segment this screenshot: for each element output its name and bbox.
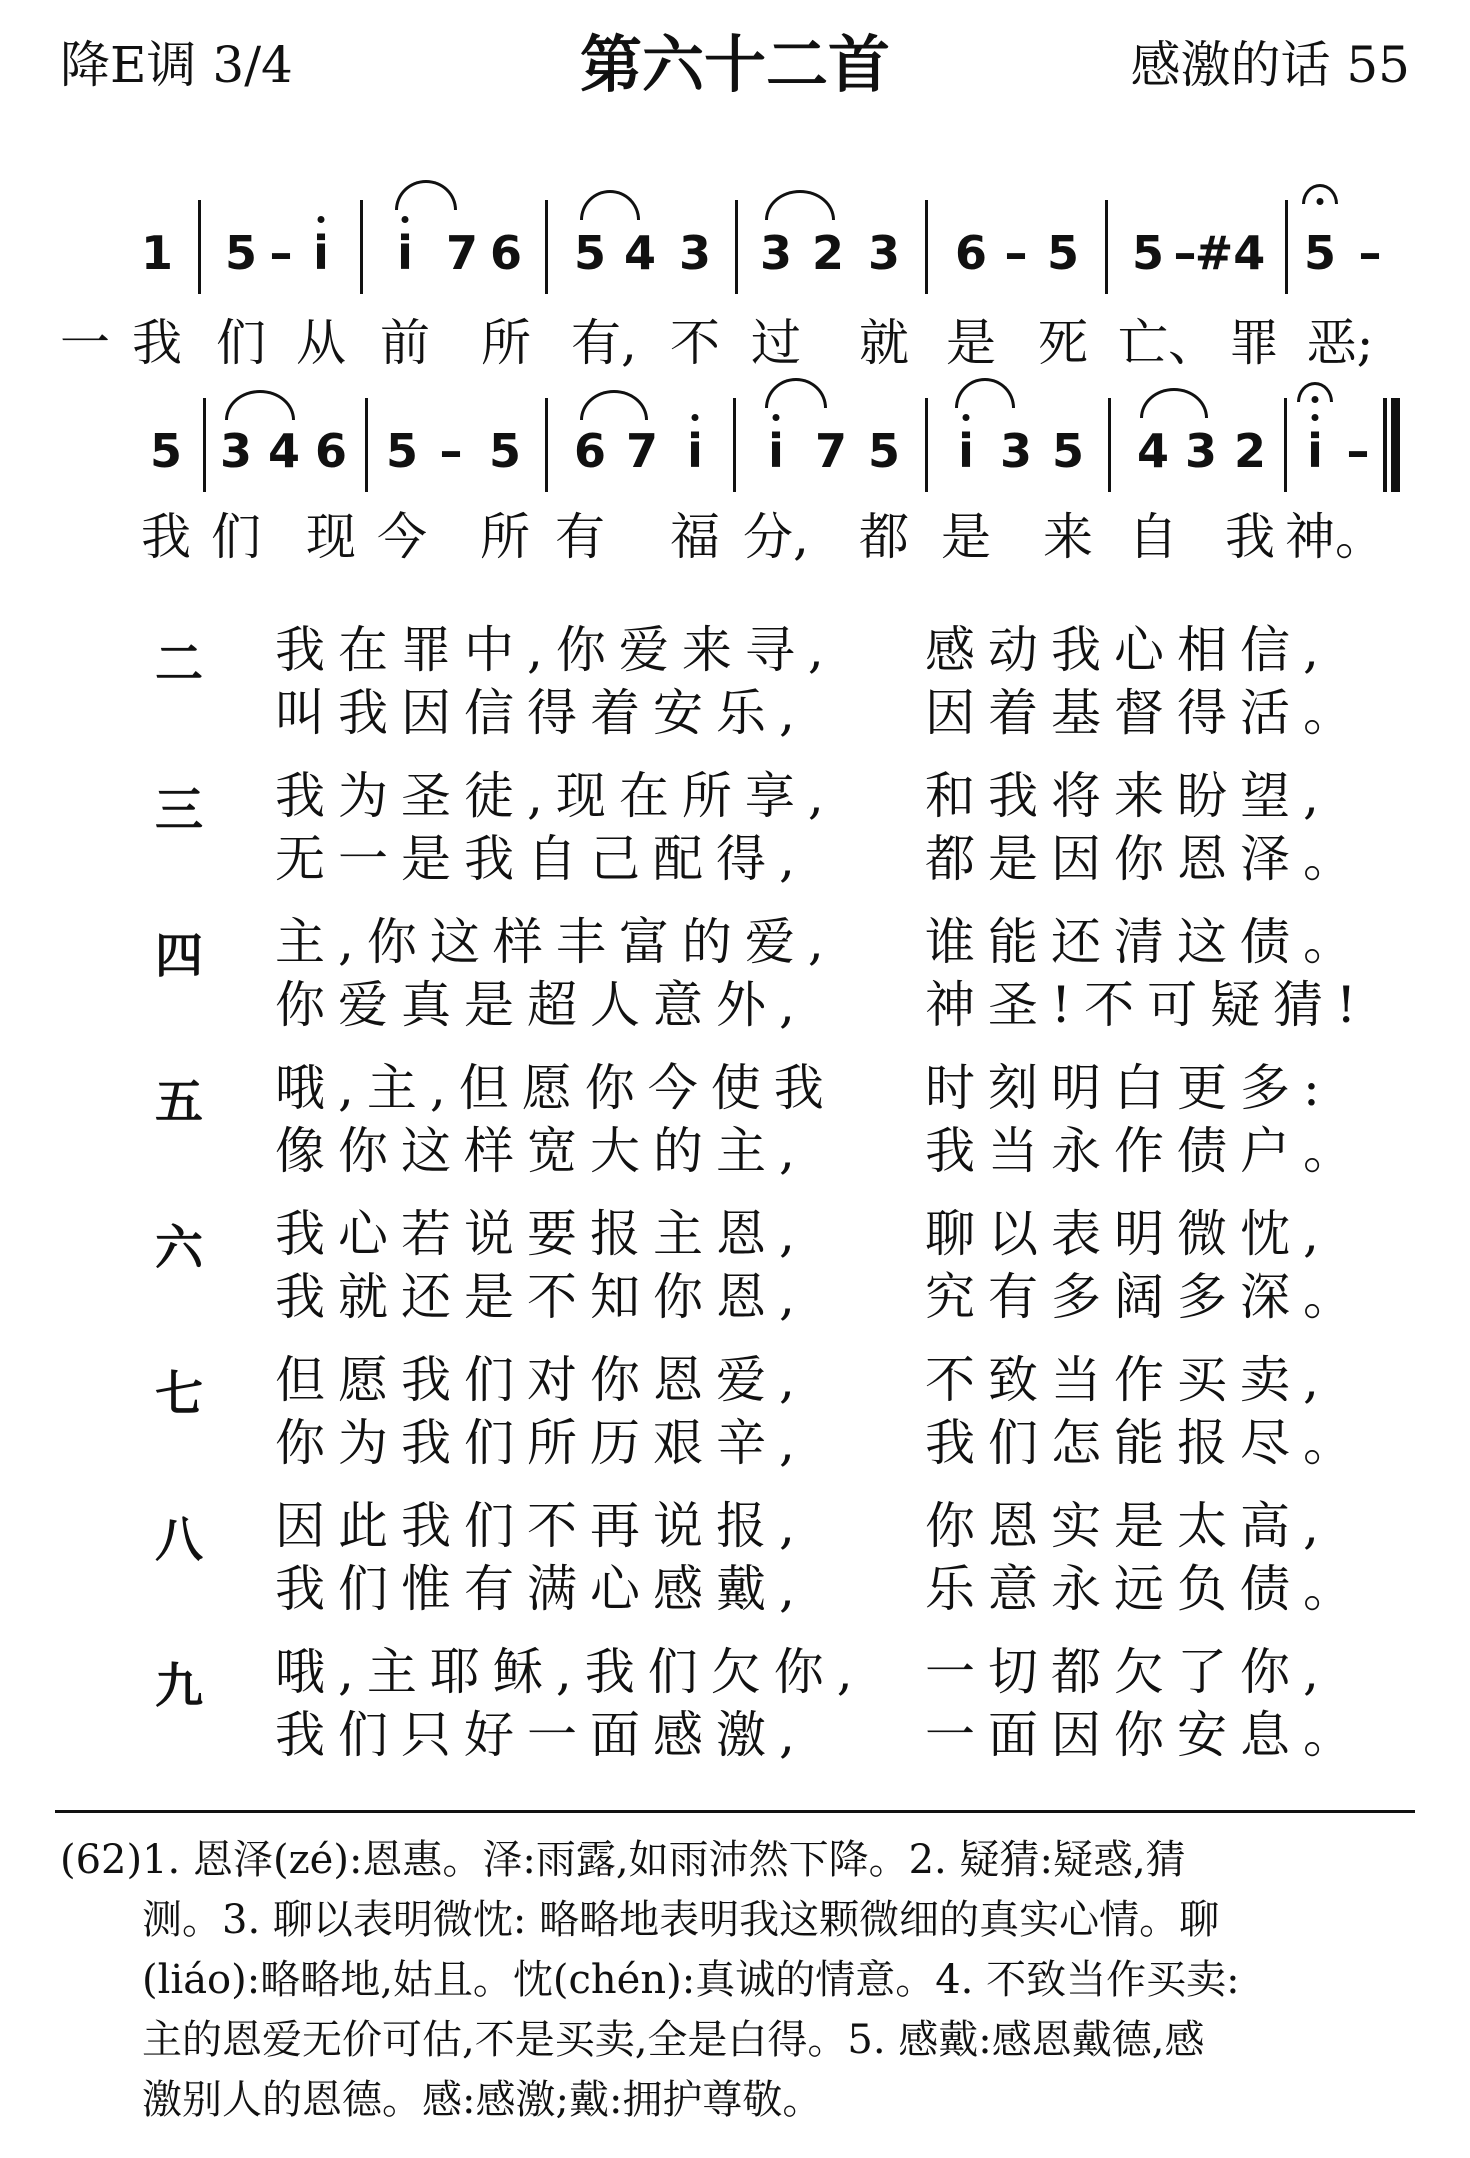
note: 7	[625, 424, 659, 478]
verse-line: 一面因你安息。	[925, 1706, 1366, 1764]
note: 2	[1233, 424, 1267, 478]
note: 5	[573, 226, 607, 280]
verse-line: 因此我们不再说报,	[275, 1497, 808, 1555]
slur	[580, 190, 640, 220]
verse-line: 我们惟有满心感戴,	[275, 1560, 808, 1618]
verse-line: 像你这样宽大的主,	[275, 1122, 808, 1180]
note: i	[313, 226, 329, 280]
verse-9	[0, 1643, 1470, 1777]
octave-dot	[773, 414, 780, 421]
note: 4	[1136, 424, 1170, 478]
lyric-char: 不	[670, 314, 720, 372]
slur	[395, 180, 457, 210]
note: i	[958, 424, 974, 478]
verse-line: 哦,主,但愿你今使我	[275, 1059, 837, 1117]
verse-line: 我就还是不知你恩,	[275, 1268, 808, 1326]
verse-4	[0, 913, 1470, 1047]
note: 5	[1131, 226, 1165, 280]
verse-line: 因着基督得活。	[925, 684, 1366, 742]
bar-line	[203, 398, 206, 492]
note: 5	[1051, 424, 1085, 478]
footnote-line: 主的恩爱无价可估,不是买卖,全是白得。5. 感戴:感恩戴德,感	[142, 2017, 1205, 2063]
fermata-dot	[1312, 396, 1319, 403]
lyric-char: 所	[481, 314, 531, 372]
note: 4	[623, 226, 657, 280]
verse-number: 五	[155, 1074, 204, 1130]
lyric-char: 所	[480, 508, 530, 566]
lyric-char: 福	[670, 508, 720, 566]
lyric-char: 今	[377, 508, 427, 566]
note: 3	[1184, 424, 1218, 478]
score-line-2	[0, 378, 1470, 488]
footnote-line: 激别人的恩德。感:感激;戴:拥护尊敬。	[142, 2077, 823, 2123]
verse-line: 聊以表明微忱,	[925, 1205, 1332, 1263]
lyric-char: 从	[296, 314, 346, 372]
lyric-char: 自	[1128, 508, 1178, 566]
verse-number: 六	[155, 1220, 204, 1276]
octave-dot	[1312, 414, 1319, 421]
lyric-char: 们	[211, 508, 261, 566]
verse-number: 九	[155, 1658, 204, 1714]
bar-line	[1285, 200, 1288, 294]
note: 1	[140, 226, 174, 280]
note: –	[439, 424, 463, 478]
verse-line: 感动我心相信,	[925, 621, 1332, 679]
verse-7	[0, 1351, 1470, 1485]
verse-line: 都是因你恩泽。	[925, 830, 1366, 888]
note: –	[1004, 226, 1028, 280]
verse-line: 神圣!不可疑猜!	[925, 976, 1370, 1034]
footnotes	[60, 1830, 1420, 2130]
score-line-1	[0, 180, 1470, 290]
note: –	[1173, 226, 1197, 280]
lyric-char: 有,	[571, 314, 637, 372]
verse-line: 我们怎能报尽。	[925, 1414, 1366, 1472]
note: 3	[678, 226, 712, 280]
lyric-char: 恶;	[1306, 314, 1374, 372]
bar-line	[735, 200, 738, 294]
verse-number: 四	[155, 928, 204, 984]
verse-line: 我心若说要报主恩,	[275, 1205, 808, 1263]
verse-number: 二	[155, 636, 204, 692]
lyric-char: 我	[1225, 508, 1275, 566]
lyric-char: 神。	[1285, 508, 1385, 566]
note: 5	[385, 424, 419, 478]
verse-line: 我当永作债户。	[925, 1122, 1366, 1180]
note: i	[1307, 424, 1323, 478]
note: 5	[1303, 226, 1337, 280]
bar-line	[925, 398, 928, 492]
verse-line: 和我将来盼望,	[925, 767, 1332, 825]
lyrics-line-1	[0, 314, 1470, 378]
lyric-char: 亡、	[1118, 314, 1218, 372]
bar-line	[365, 398, 368, 492]
note: 5	[488, 424, 522, 478]
note: 7	[814, 424, 848, 478]
final-bar-thin	[1383, 398, 1387, 492]
slur	[225, 390, 295, 420]
octave-dot	[692, 414, 699, 421]
slur	[765, 190, 835, 220]
verse-line: 叫我因信得着安乐,	[275, 684, 808, 742]
lyric-verse-number: 一	[60, 314, 110, 372]
verse-line: 我为圣徒,现在所享,	[275, 767, 837, 825]
octave-dot	[402, 216, 409, 223]
bar-line	[925, 200, 928, 294]
note: #4	[1194, 226, 1266, 280]
footnote-divider	[55, 1810, 1415, 1813]
bar-line	[360, 200, 363, 294]
lyric-char: 前	[380, 314, 430, 372]
verse-number: 七	[155, 1366, 204, 1422]
note: 3	[999, 424, 1033, 478]
note: 3	[219, 424, 253, 478]
verse-line: 究有多阔多深。	[925, 1268, 1366, 1326]
note: 6	[573, 424, 607, 478]
verse-8	[0, 1497, 1470, 1631]
note: i	[687, 424, 703, 478]
lyric-char: 我	[132, 314, 182, 372]
note: i	[397, 226, 413, 280]
verse-number: 八	[155, 1512, 204, 1568]
bar-line	[198, 200, 201, 294]
verse-2	[0, 621, 1470, 755]
note: 5	[224, 226, 258, 280]
verse-line: 你恩实是太高,	[925, 1497, 1332, 1555]
verse-6	[0, 1205, 1470, 1339]
lyric-char: 是	[941, 508, 991, 566]
verse-3	[0, 767, 1470, 901]
verse-line: 主,你这样丰富的爱,	[275, 913, 837, 971]
slur	[580, 390, 648, 420]
verse-number: 三	[155, 782, 204, 838]
hymn-title: 第六十二首	[579, 28, 890, 101]
bar-line	[1108, 398, 1111, 492]
slur	[955, 378, 1015, 408]
note: –	[269, 226, 293, 280]
note: 3	[759, 226, 793, 280]
note: –	[1346, 424, 1370, 478]
verse-line: 哦,主耶稣,我们欠你,	[275, 1643, 866, 1701]
bar-line	[1105, 200, 1108, 294]
verse-line: 但愿我们对你恩爱,	[275, 1351, 808, 1409]
verse-line: 无一是我自己配得,	[275, 830, 808, 888]
footnote-line: (liáo):略略地,姑且。忱(chén):真诚的情意。4. 不致当作买卖:	[142, 1957, 1240, 2003]
bar-line	[545, 200, 548, 294]
lyric-char: 来	[1043, 508, 1093, 566]
note: 2	[811, 226, 845, 280]
note: 4	[267, 424, 301, 478]
octave-dot	[963, 414, 970, 421]
note: 3	[867, 226, 901, 280]
key-and-time-signature: 降E调 3/4	[60, 36, 293, 94]
lyric-char: 是	[946, 314, 996, 372]
verse-line: 我们只好一面感激,	[275, 1706, 808, 1764]
note: 5	[1046, 226, 1080, 280]
note: 6	[314, 424, 348, 478]
verse-line: 乐意永远负债。	[925, 1560, 1366, 1618]
final-bar-thick	[1391, 398, 1400, 492]
bar-line	[733, 398, 736, 492]
lyric-char: 分,	[743, 508, 809, 566]
note: 6	[489, 226, 523, 280]
bar-line	[545, 398, 548, 492]
note: 6	[954, 226, 988, 280]
hymn-subtitle-and-page-number: 感激的话 55	[1130, 36, 1410, 94]
note: –	[1358, 226, 1382, 280]
note: 5	[867, 424, 901, 478]
verse-line: 不致当作买卖,	[925, 1351, 1332, 1409]
verse-line: 时刻明白更多:	[925, 1059, 1333, 1117]
verse-5	[0, 1059, 1470, 1193]
note: 7	[445, 226, 479, 280]
footnote-line: 测。3. 聊以表明微忱: 略略地表明我这颗微细的真实心情。聊	[142, 1897, 1220, 1943]
verse-line: 谁能还清这债。	[925, 913, 1366, 971]
slur	[1140, 388, 1208, 418]
octave-dot	[318, 216, 325, 223]
lyric-char: 现	[306, 508, 356, 566]
lyric-char: 我	[141, 508, 191, 566]
slur	[765, 378, 827, 408]
note: 5	[149, 424, 183, 478]
lyrics-line-2	[0, 508, 1470, 572]
lyric-char: 死	[1038, 314, 1088, 372]
verse-line: 你爱真是超人意外,	[275, 976, 808, 1034]
bar-line	[1284, 398, 1287, 492]
lyric-char: 有	[555, 508, 605, 566]
note: i	[768, 424, 784, 478]
fermata-dot	[1317, 198, 1324, 205]
lyric-char: 罪	[1229, 314, 1279, 372]
footnote-line: (62)1. 恩泽(zé):恩惠。泽:雨露,如雨沛然下降。2. 疑猜:疑惑,猜	[60, 1837, 1186, 1883]
lyric-char: 们	[216, 314, 266, 372]
lyric-char: 都	[859, 508, 909, 566]
lyric-char: 就	[859, 314, 909, 372]
verse-line: 我在罪中,你爱来寻,	[275, 621, 837, 679]
verse-line: 一切都欠了你,	[925, 1643, 1332, 1701]
verse-line: 你为我们所历艰辛,	[275, 1414, 808, 1472]
lyric-char: 过	[751, 314, 801, 372]
